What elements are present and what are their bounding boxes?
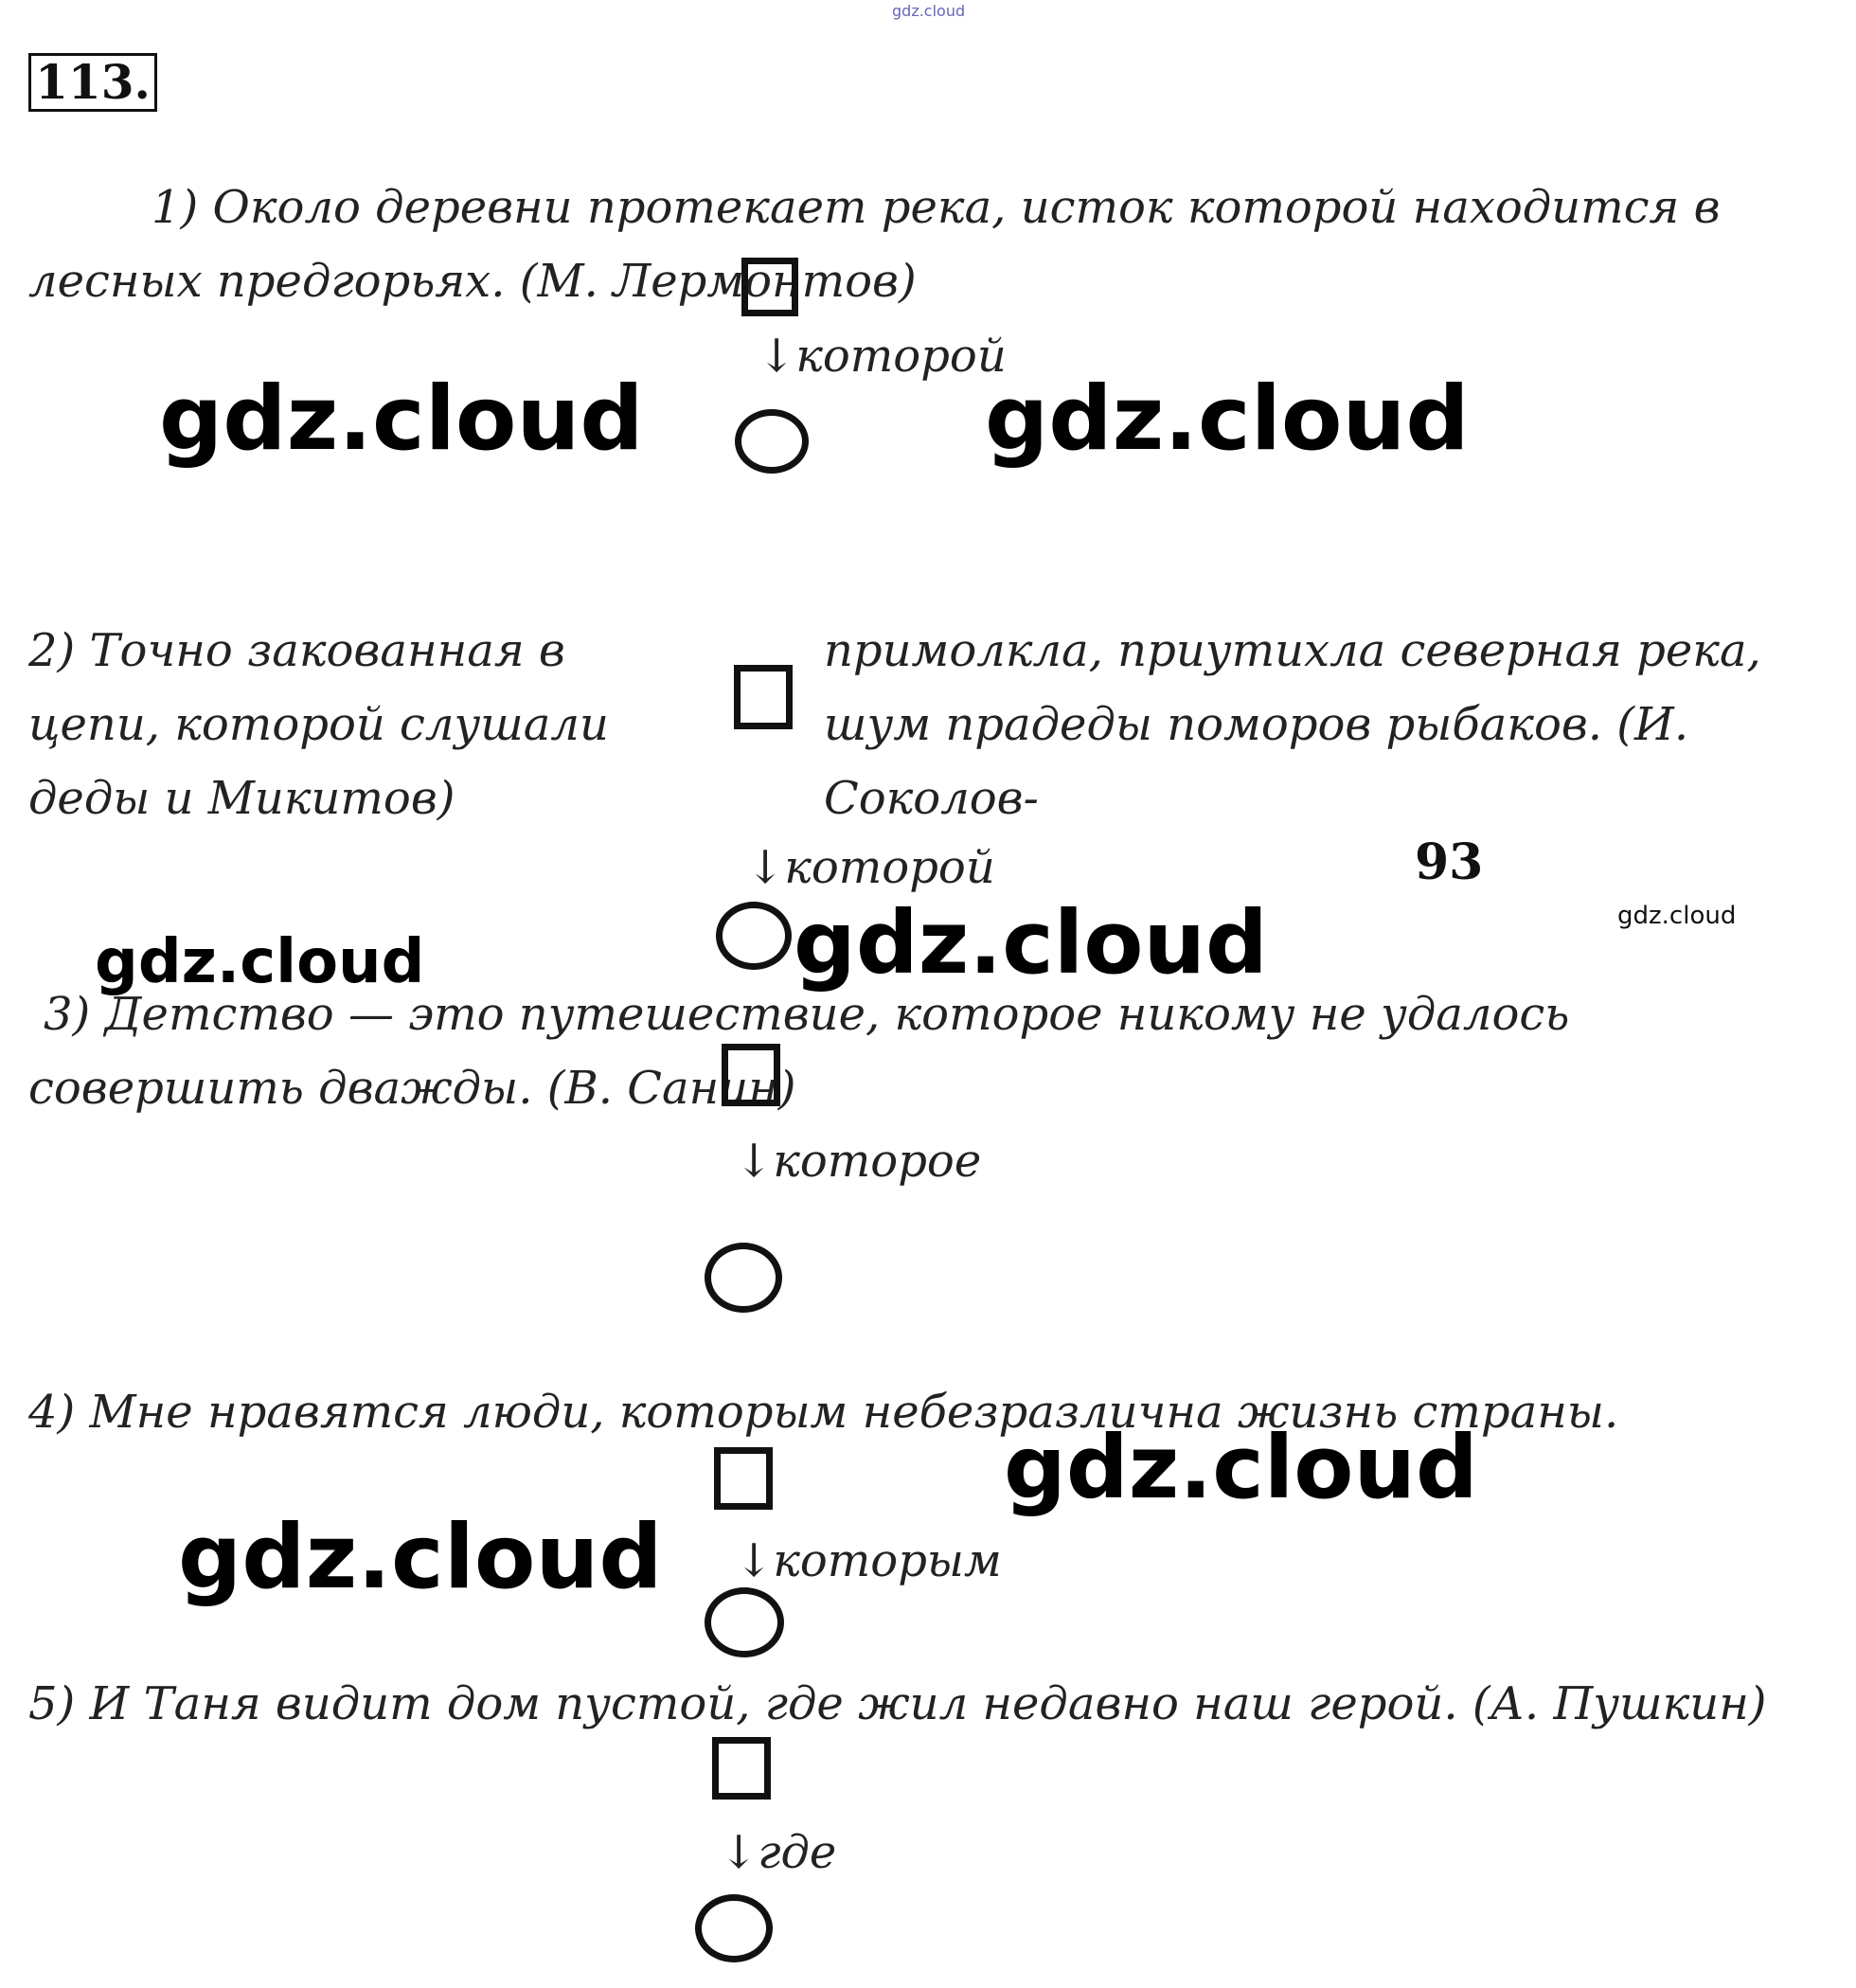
- item-2-text-left: 2) Точно закованная в цепи, которой слушали деды и Микитов): [28, 624, 609, 825]
- watermark-top: gdz.cloud: [892, 2, 966, 20]
- item-5-arrow-label: ↓где: [720, 1826, 837, 1879]
- watermark-gdz-cloud: gdz.cloud: [985, 367, 1470, 471]
- relative-clause-square: [741, 258, 798, 316]
- page-number: 93: [1415, 833, 1484, 891]
- main-clause-circle: [735, 409, 809, 474]
- watermark-small: gdz.cloud: [1617, 902, 1737, 930]
- relative-clause-square: [712, 1737, 771, 1800]
- item-4-arrow-label: ↓которым: [735, 1534, 1002, 1587]
- item-4-text: 4) Мне нравятся люди, которым небезразлична жизнь страны.: [28, 1386, 1619, 1439]
- item-2-text-right: примолкла, приутихла северная река, шум прадеды поморов рыбаков. (И. Соколов-: [824, 624, 1761, 825]
- relative-clause-square: [714, 1447, 773, 1510]
- main-clause-circle: [716, 902, 792, 970]
- watermark-gdz-cloud: gdz.cloud: [1004, 1417, 1478, 1518]
- main-clause-circle: [695, 1894, 773, 1962]
- main-clause-circle: [705, 1587, 784, 1657]
- item-2-arrow-label: ↓которой: [746, 841, 995, 894]
- item-3-arrow-label: ↓которое: [735, 1135, 982, 1188]
- item-1-arrow-label: ↓которой: [758, 330, 1007, 383]
- watermark-gdz-cloud: gdz.cloud: [178, 1506, 663, 1609]
- watermark-gdz-cloud: gdz.cloud: [794, 892, 1268, 994]
- exercise-number: 113.: [28, 53, 157, 112]
- watermark-gdz-cloud: gdz.cloud: [95, 927, 425, 997]
- main-clause-circle: [705, 1243, 782, 1313]
- item-1-text: 1) Около деревни протекает река, исток которой находится в лесных предгорьях. (М. Лермонтов): [28, 181, 1721, 308]
- relative-clause-square: [734, 665, 793, 729]
- item-3-text: 3) Детство — это путешествие, которое никому не удалось совершить дважды. (В. Санин): [28, 988, 1570, 1115]
- watermark-gdz-cloud: gdz.cloud: [159, 367, 644, 471]
- relative-clause-square: [722, 1044, 780, 1106]
- item-5-text: 5) И Таня видит дом пустой, где жил недавно наш герой. (А. Пушкин): [28, 1677, 1767, 1730]
